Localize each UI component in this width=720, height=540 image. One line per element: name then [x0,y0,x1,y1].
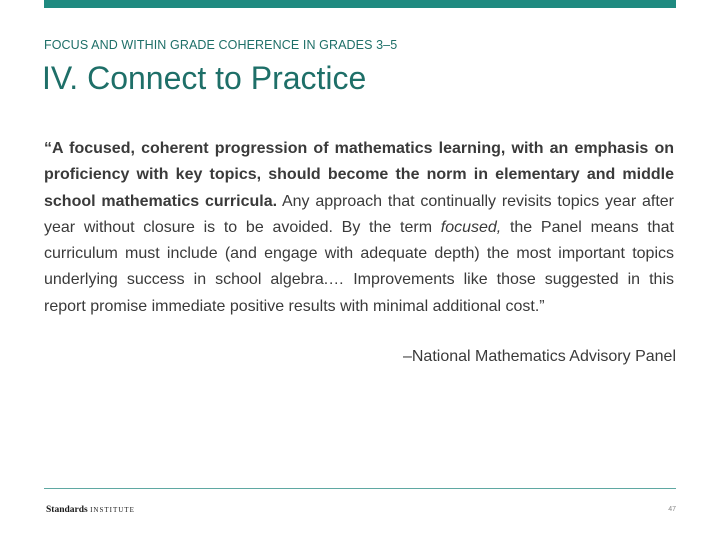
quote-body [44,136,674,320]
top-accent-bar [44,0,676,8]
page-title: IV. Connect to Practice [42,60,367,96]
quote-emphasis: focused, [440,218,502,236]
page-number: 47 [668,506,676,513]
footer-divider [44,488,676,489]
quote-bold-text: “A focused, coherent progression of mathematics learning, with an emphasis on proficiency with key topics, should become the norm in elementary and middle school mathematics curricula. [44,140,674,210]
section-eyebrow: FOCUS AND WITHIN GRADE COHERENCE IN GRADES 3–5 [44,38,398,52]
quote-text-before-emphasis: Any approach that continually revisits topics year after year without closure is to be avoided. By the term [44,192,674,236]
quote-attribution: –National Mathematics Advisory Panel [402,348,676,365]
quote-text-after-emphasis: the Panel means that curriculum must include (and engage with adequate depth) the most important topics underlying success in school algebra.… Improvements like those suggested in this report promise immediate positive results with minimal additional cost.” [44,218,675,315]
logo-word-standards: Standards [46,505,88,515]
standards-institute-logo [46,505,135,515]
logo-word-institute: INSTITUTE [90,506,135,514]
